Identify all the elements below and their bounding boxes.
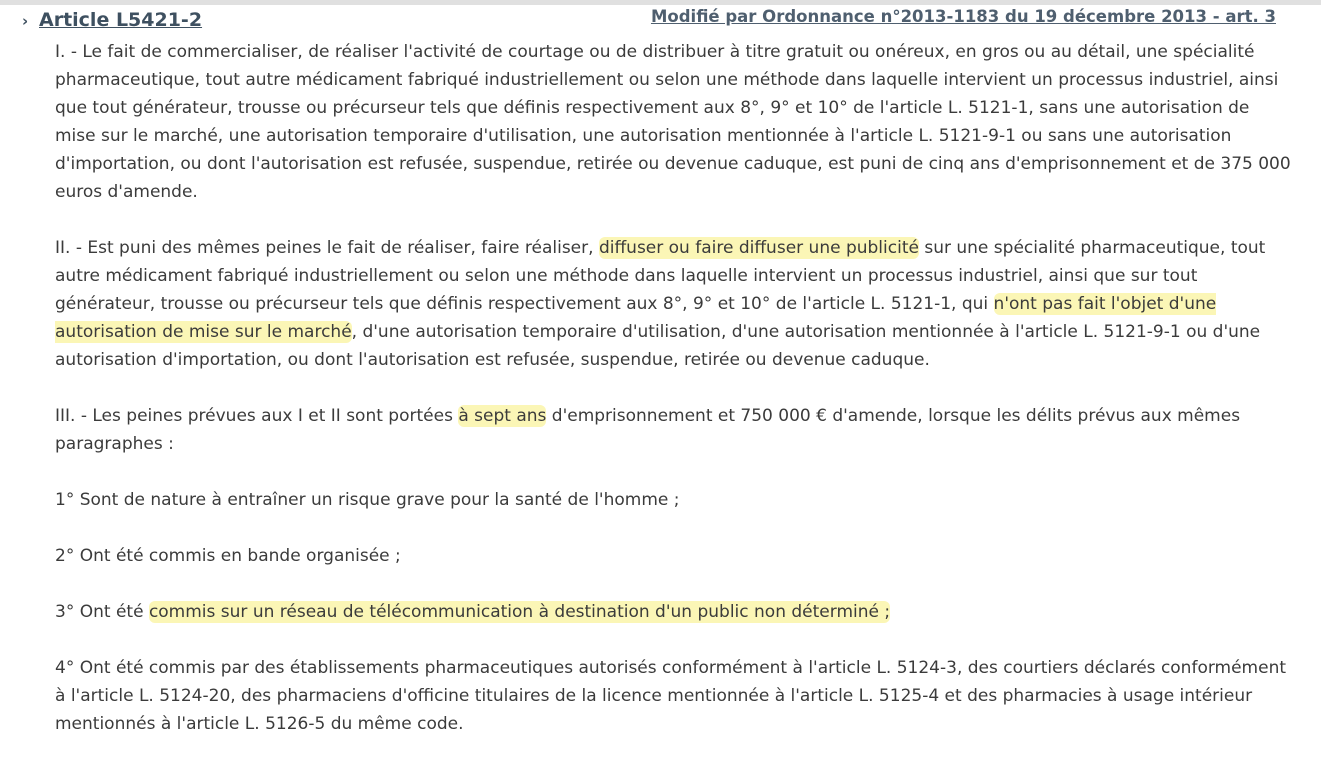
paragraph-text: d'emprisonnement et 750 000 € d'amende, lorsque les délits prévus aux mêmes paragraphes : xyxy=(55,406,1241,454)
paragraph-i: I. - Le fait de commercialiser, de réaliser l'activité de courtage ou de distribuer à titre gratuit ou onéreux, en gros ou au détail, une spécialité pharmaceutique, tout autre médicament fabriqué industriellement ou selon une méthode dans laquelle intervient un processus industriel, ainsi que tout générateur, trousse ou précurseur tels que définis respectivement aux 8°, 9° et 10° de l'article L. 5121-1, sans une autorisation de mise sur le marché, une autorisation temporaire d'utilisation, une autorisation mentionnée à l'article L. 5121-9-1 ou sans une autorisation d'importation, ou dont l'autorisation est refusée, suspendue, retirée ou devenue caduque, est puni de cinq ans d'emprisonnement et de 375 000 euros d'amende. xyxy=(55,42,1291,202)
highlighted-text: n'ont pas fait l'objet d'une autorisation de mise sur le marché xyxy=(55,294,1217,342)
paragraph-text: sur une spécialité pharmaceutique, tout autre médicament fabriqué industriellement ou selon une méthode dans laquelle intervient un processus industriel, ainsi que sur tout générateur, trousse ou précurseur tels que définis respectivement aux 8°, 9° et 10° de l'article L. 5121-1, qui xyxy=(55,238,1266,314)
paragraph-text: III. - Les peines prévues aux I et II sont portées xyxy=(55,406,459,426)
item-2: 2° Ont été commis en bande organisée ; xyxy=(55,546,401,566)
article-title-link[interactable]: Article L5421-2 xyxy=(39,9,203,31)
item-1: 1° Sont de nature à entraîner un risque grave pour la santé de l'homme ; xyxy=(55,490,680,510)
article-header xyxy=(0,5,1321,35)
paragraph-ii xyxy=(55,234,1295,374)
paragraph-text: , d'une autorisation temporaire d'utilisation, d'une autorisation mentionnée à l'article L. 5121-9-1 ou d'une autorisation d'importation, ou dont l'autorisation est refusée, suspendue, retirée ou devenue caduque. xyxy=(55,322,1261,370)
chevron-right-icon[interactable]: › xyxy=(22,12,29,30)
highlighted-text: commis sur un réseau de télécommunication à destination d'un public non déterminé ; xyxy=(148,602,891,622)
highlighted-text: à sept ans xyxy=(458,406,547,426)
paragraph-text: 3° Ont été xyxy=(55,602,149,622)
highlighted-text: diffuser ou faire diffuser une publicité xyxy=(598,238,919,258)
item-3 xyxy=(55,598,1295,626)
modification-link[interactable]: Modifié par Ordonnance n°2013-1183 du 19 décembre 2013 - art. 3 xyxy=(650,7,1276,26)
paragraph-text: II. - Est puni des mêmes peines le fait de réaliser, faire réaliser, xyxy=(55,238,599,258)
article-body xyxy=(55,38,1295,766)
paragraph-iii xyxy=(55,402,1295,458)
item-4: 4° Ont été commis par des établissements pharmaceutiques autorisés conformément à l'article L. 5124-3, des courtiers déclarés conformément à l'article L. 5124-20, des pharmaciens d'officine titulaires de la licence mentionnée à l'article L. 5125-4 et des pharmacies à usage intérieur mentionnés à l'article L. 5126-5 du même code. xyxy=(55,658,1287,734)
